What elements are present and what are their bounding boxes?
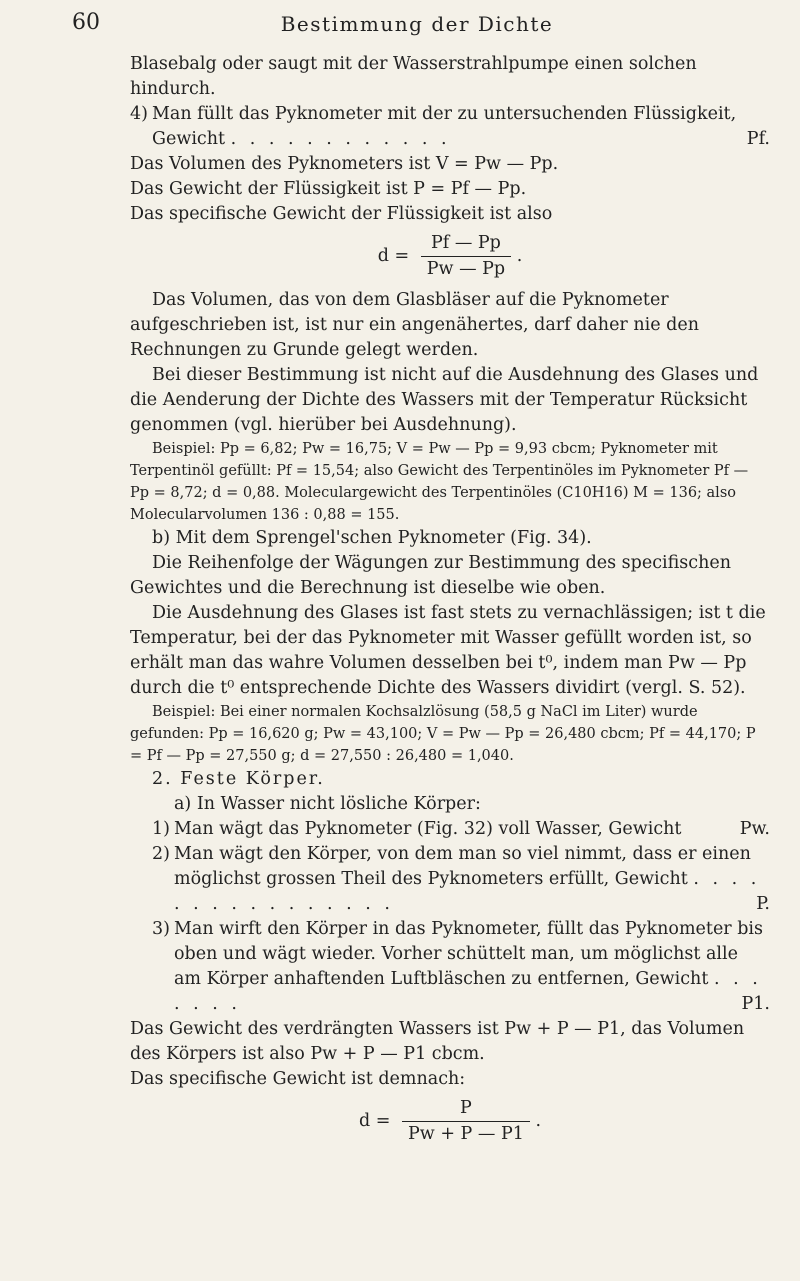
paragraph: Die Ausdehnung des Glases ist fast stets zu vernachlässigen; ist t die Temperatur, bei der das Pyknometer mit Wasser gefüllt worden ist, so erhält man das wahre Volumen desselben bei t⁰, indem man Pw — Pp durch die t⁰ entsprechende Dichte des Wassers dividirt (vergl. S. 52). xyxy=(130,603,766,698)
step-text: Man füllt das Pyknometer mit der zu untersuchenden Flüssigkeit, Gewicht xyxy=(152,104,737,149)
weight-label: Pf. xyxy=(746,129,770,149)
text-line: Das Gewicht des verdrängten Wassers ist Pw + P — P1, das Volumen des Körpers ist also Pw + P — P1 cbcm. xyxy=(130,1019,745,1064)
text-line: Das specifische Gewicht der Flüssigkeit ist also xyxy=(130,204,553,224)
paragraph: Das Volumen, das von dem Glasbläser auf die Pyknometer aufgeschrieben ist, ist nur ein angenähertes, darf daher nie den Rechnungen zu Grunde gelegt werden. xyxy=(130,290,699,360)
step-text: Man wirft den Körper in das Pyknometer, füllt das Pyknometer bis oben und wägt wieder. Vorher schüttelt man, um möglichst alle am Körper anhaftenden Luftbläschen zu entfernen, Gewicht xyxy=(174,919,764,989)
example-paragraph: Beispiel: Pp = 6,82; Pw = 16,75; V = Pw — Pp = 9,93 cbcm; Pyknometer mit Terpentinöl gefüllt: Pf = 15,54; also Gewicht des Terpentinöles im Pyknometer Pf — Pp = 8,72; d = 0,88. Moleculargewicht des Terpentinöles (C10H16) M = 136; also Molecularvolumen 136 : 0,88 = 155. xyxy=(130,441,749,523)
formula-end: . xyxy=(535,1111,542,1131)
step-2 xyxy=(152,842,770,917)
step-text: Man wägt das Pyknometer (Fig. 32) voll Wasser, Gewicht xyxy=(174,819,682,839)
step-3 xyxy=(152,917,770,1017)
fraction-numerator: P xyxy=(402,1096,530,1122)
running-title: Bestimmung der Dichte xyxy=(280,12,554,36)
step-number: 3) xyxy=(152,919,170,939)
fraction-denominator: Pw + P — P1 xyxy=(408,1124,524,1144)
weight-label: Pw. xyxy=(739,819,770,839)
step-text: Man wägt den Körper, von dem man so viel nimmt, dass er einen möglichst grossen Theil des Pyknometers erfüllt, Gewicht xyxy=(174,844,751,889)
page-header xyxy=(72,10,762,40)
step-number: 4) xyxy=(130,104,148,124)
formula-end: . xyxy=(516,246,523,266)
example-paragraph: Beispiel: Bei einer normalen Kochsalzlösung (58,5 g NaCl im Liter) wurde gefunden: Pp = 16,620 g; Pw = 43,100; V = Pw — Pp = 26,480 cbcm; Pf = 44,170; P = Pf — Pp = 27,550 g; d = 27,550 : 26,480 = 1,040. xyxy=(130,704,756,764)
paragraph: Bei dieser Bestimmung ist nicht auf die Ausdehnung des Glases und die Aenderung der Dichte des Wassers mit der Temperatur Rücksicht genommen (vgl. hierüber bei Ausdehnung). xyxy=(130,365,759,435)
text-line: Das Gewicht der Flüssigkeit ist P = Pf — Pp. xyxy=(130,179,527,199)
step-1 xyxy=(152,817,770,842)
fraction xyxy=(421,231,511,282)
step-number: 2) xyxy=(152,844,170,864)
fraction xyxy=(402,1096,530,1147)
page-body xyxy=(130,52,770,1153)
leader-dots: . . . . . . . . . . . . . . . . xyxy=(174,869,761,914)
formula-density-liquid xyxy=(130,231,770,282)
step-number: 1) xyxy=(152,819,170,839)
fraction-numerator: Pf — Pp xyxy=(421,231,511,257)
subsection-heading: a) In Wasser nicht lösliche Körper: xyxy=(174,794,481,814)
text-line: Das Volumen des Pyknometers ist V = Pw — Pp. xyxy=(130,154,559,174)
leader-dots: . . . . . . . . . . . . xyxy=(230,129,451,149)
text-line: Das specifische Gewicht ist demnach: xyxy=(130,1069,466,1089)
paragraph: Die Reihenfolge der Wägungen zur Bestimmung des specifischen Gewichtes und die Berechnung ist dieselbe wie oben. xyxy=(130,553,731,598)
weight-label: P1. xyxy=(741,994,770,1014)
text-line: Blasebalg oder saugt mit der Wasserstrahlpumpe einen solchen hindurch. xyxy=(130,54,697,99)
leader-dots: . . . . . . . xyxy=(174,969,762,1014)
weight-label: P. xyxy=(756,894,770,914)
formula-lhs: d = xyxy=(377,246,410,266)
step-4 xyxy=(130,102,770,152)
section-heading: b) Mit dem Sprengel'schen Pyknometer (Fig. 34). xyxy=(152,528,592,548)
formula-density-solid xyxy=(130,1096,770,1147)
fraction-denominator: Pw — Pp xyxy=(426,259,506,279)
page-number: 60 xyxy=(72,10,100,35)
formula-lhs: d = xyxy=(358,1111,391,1131)
section-heading: 2. Feste Körper. xyxy=(152,769,325,789)
